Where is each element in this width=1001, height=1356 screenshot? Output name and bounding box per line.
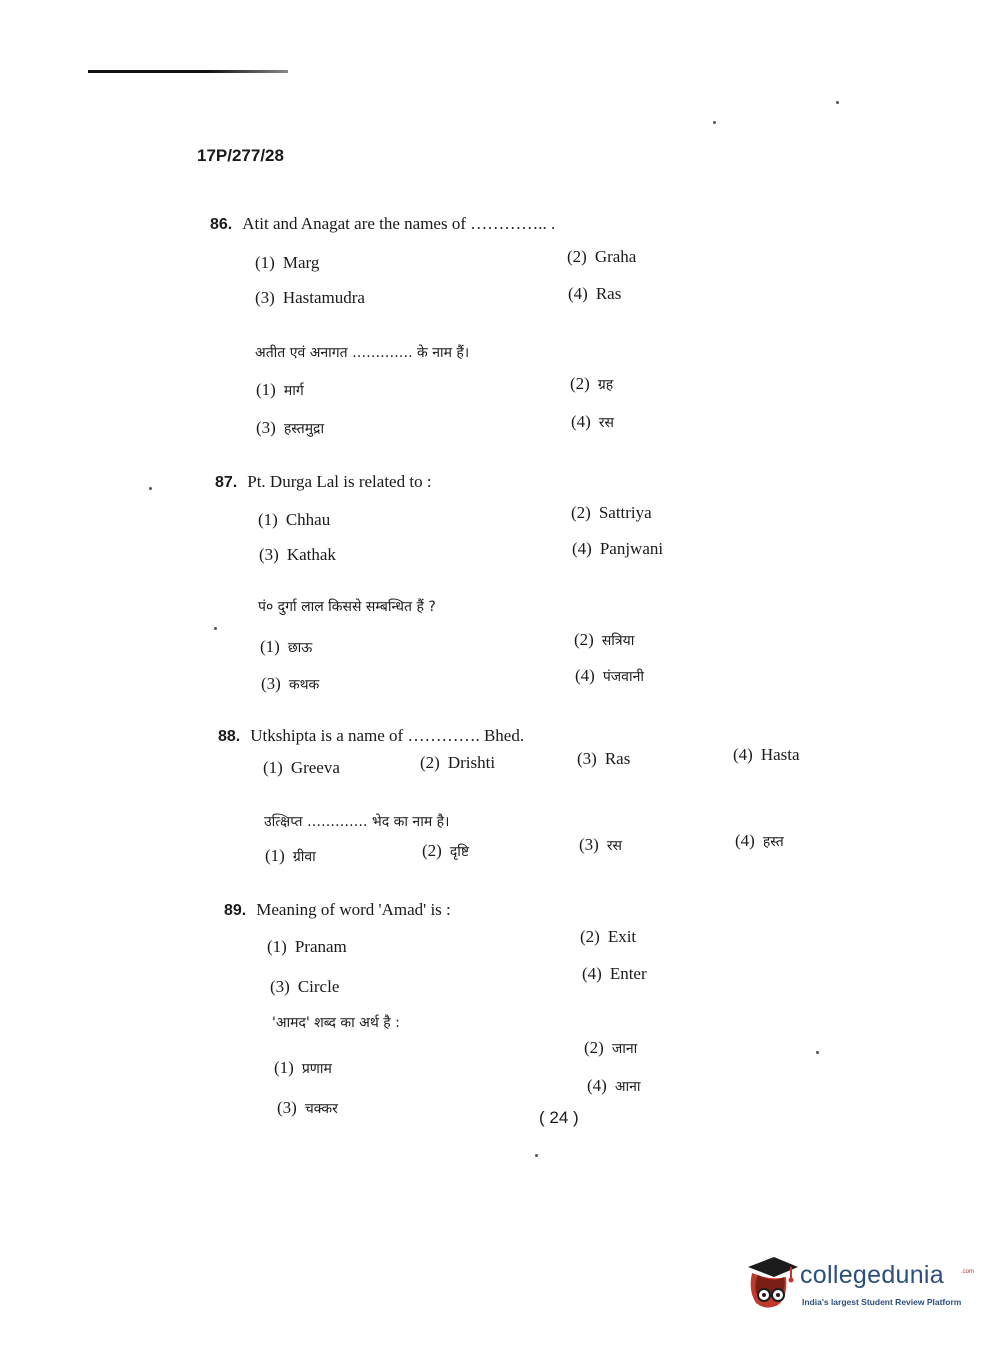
q87-hindi-text: पं० दुर्गा लाल किससे सम्बन्धित हैं ? xyxy=(258,599,436,615)
q86-option-2: (2) Graha xyxy=(567,247,637,266)
q86-option-4: (4) Ras xyxy=(568,284,622,303)
top-rule xyxy=(88,70,288,73)
scan-speck xyxy=(214,627,217,630)
q89-option-3: (3) Circle xyxy=(270,977,340,996)
q88-option-1: (1) Greeva xyxy=(263,758,340,777)
q87-hindi-option-1: (1) छाऊ xyxy=(260,637,313,656)
question-89 xyxy=(224,900,451,920)
question-88 xyxy=(218,726,524,746)
q86-hindi-text: अतीत एवं अनागत …………. के नाम हैं। xyxy=(255,345,470,361)
q86-hindi-option-2: (2) ग्रह xyxy=(570,374,614,393)
brand-tagline: India's largest Student Review Platform xyxy=(802,1297,962,1307)
q88-hindi-option-3: (3) रस xyxy=(579,835,623,854)
scan-speck xyxy=(535,1154,538,1157)
q88-option-4: (4) Hasta xyxy=(733,745,800,764)
question-87 xyxy=(215,472,432,492)
page-number: ( 24 ) xyxy=(539,1108,579,1127)
q87-hindi-option-3: (3) कथक xyxy=(261,674,320,693)
question-text: Utkshipta is a name of …………. Bhed. xyxy=(250,726,525,745)
scan-speck xyxy=(836,101,839,104)
q89-hindi-text: 'आमद' शब्द का अर्थ है : xyxy=(272,1015,400,1031)
q88-option-2: (2) Drishti xyxy=(420,753,496,772)
q87-hindi-option-2: (2) सत्रिया xyxy=(574,630,635,649)
q87-option-4: (4) Panjwani xyxy=(572,539,664,558)
q88-option-3: (3) Ras xyxy=(577,749,631,768)
paper-code: 17P/277/28 xyxy=(197,146,284,165)
q87-option-1: (1) Chhau xyxy=(258,510,331,529)
q87-option-2: (2) Sattriya xyxy=(571,503,652,522)
q86-hindi-option-3: (3) हस्तमुद्रा xyxy=(256,418,325,437)
q88-hindi-option-2: (2) दृष्टि xyxy=(422,841,470,860)
question-number: 89. xyxy=(224,902,247,919)
brand-suffix: .com xyxy=(961,1269,975,1275)
q87-option-3: (3) Kathak xyxy=(259,545,336,564)
question-text: Pt. Durga Lal is related to : xyxy=(247,472,432,491)
collegedunia-watermark xyxy=(742,1253,975,1313)
scan-speck xyxy=(816,1051,819,1054)
scan-speck xyxy=(149,487,152,490)
brand-name: collegedunia xyxy=(800,1261,944,1289)
question-text: Atit and Anagat are the names of ………….. . xyxy=(242,214,556,233)
q89-option-1: (1) Pranam xyxy=(267,937,347,956)
q89-option-4: (4) Enter xyxy=(582,964,647,983)
q86-hindi-option-4: (4) रस xyxy=(571,412,615,431)
q89-hindi-option-2: (2) जाना xyxy=(584,1038,638,1057)
q86-option-1: (1) Marg xyxy=(255,253,320,272)
q89-hindi-option-4: (4) आना xyxy=(587,1076,641,1095)
graduate-mascot-icon xyxy=(742,1253,800,1311)
q89-option-2: (2) Exit xyxy=(580,927,637,946)
question-86 xyxy=(210,214,555,234)
q88-hindi-option-4: (4) हस्त xyxy=(735,831,784,850)
q88-hindi-text: उत्क्षिप्त …………. भेद का नाम है। xyxy=(264,814,450,830)
question-number: 86. xyxy=(210,216,233,233)
scan-speck xyxy=(713,121,716,124)
q89-hindi-option-3: (3) चक्कर xyxy=(277,1098,338,1117)
q87-hindi-option-4: (4) पंजवानी xyxy=(575,666,644,685)
q89-hindi-option-1: (1) प्रणाम xyxy=(274,1058,332,1077)
question-number: 88. xyxy=(218,728,241,745)
question-number: 87. xyxy=(215,474,238,491)
question-text: Meaning of word 'Amad' is : xyxy=(256,900,451,919)
q86-option-3: (3) Hastamudra xyxy=(255,288,365,307)
q86-hindi-option-1: (1) मार्ग xyxy=(256,380,304,399)
q88-hindi-option-1: (1) ग्रीवा xyxy=(265,846,316,865)
